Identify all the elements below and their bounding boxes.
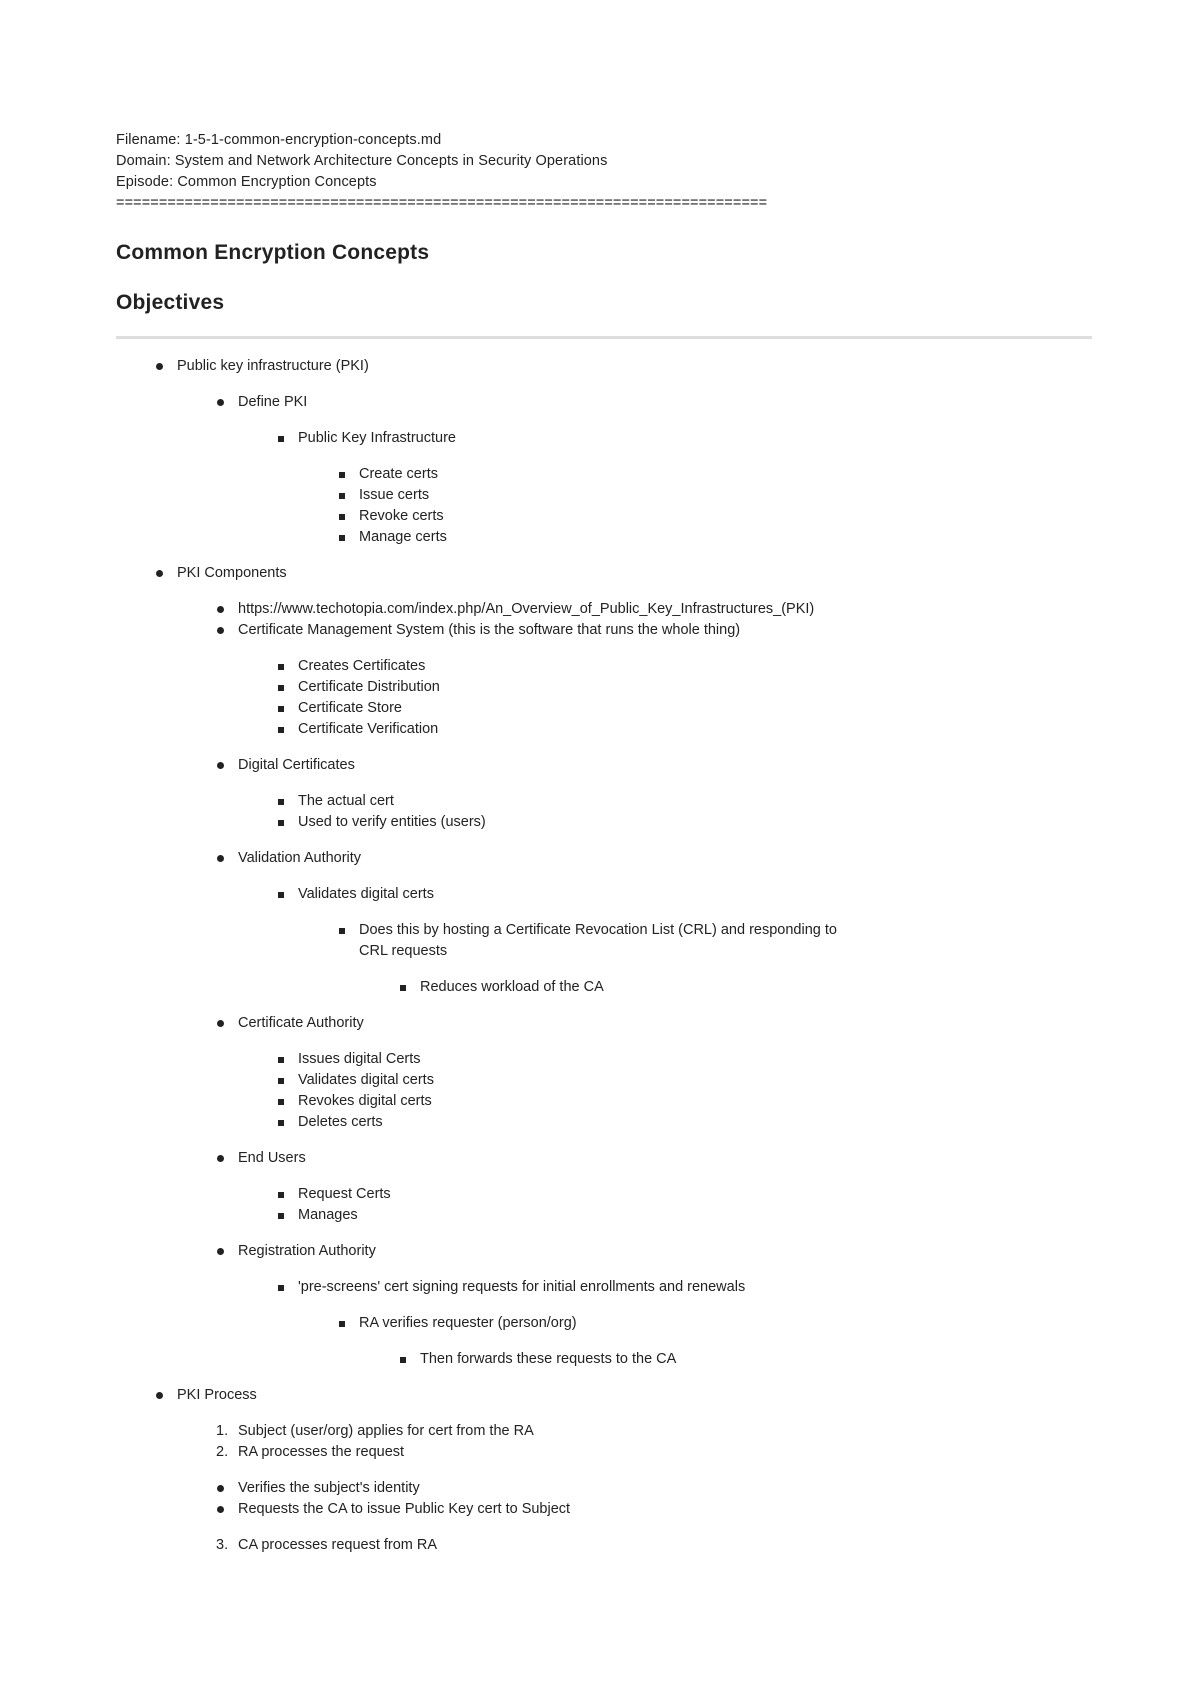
list-item: Validates digital certs: [298, 1070, 1092, 1091]
ra-detail-list: [298, 1313, 1092, 1370]
list-item: [298, 428, 1092, 548]
list-item: [238, 1241, 1092, 1370]
process-steps: [177, 1421, 1092, 1463]
list-item: Requests the CA to issue Public Key cert to Subject: [238, 1499, 1092, 1520]
end-users-sublist: [238, 1184, 1092, 1226]
list-item: [359, 920, 1092, 998]
process-label: PKI Process: [177, 1387, 257, 1403]
process-step: [216, 1442, 1092, 1463]
process-step: [216, 1535, 1092, 1556]
components-sublist: [177, 599, 1092, 1370]
list-item: [177, 356, 1092, 548]
list-item: Used to verify entities (users): [298, 812, 1092, 833]
list-item: Revokes digital certs: [298, 1091, 1092, 1112]
objectives-list: [116, 356, 1092, 1556]
va-detail-list: [298, 920, 1092, 998]
list-item: Manages: [298, 1205, 1092, 1226]
list-item: [238, 620, 1092, 740]
ra-subdetail-list: [359, 1349, 1092, 1370]
step-number: 1.: [216, 1423, 229, 1439]
va-subdetail-list: [359, 977, 1092, 998]
pki-label: Public key infrastructure (PKI): [177, 358, 369, 374]
list-item: [177, 1385, 1092, 1556]
file-header: [116, 130, 1092, 214]
list-item: Certificate Distribution: [298, 677, 1092, 698]
list-item: [238, 392, 1092, 548]
process-sub-bullets: [177, 1478, 1092, 1520]
list-item: [359, 1313, 1092, 1370]
end-users-label: End Users: [238, 1150, 306, 1166]
list-item: Then forwards these requests to the CA: [420, 1349, 1092, 1370]
ra-sublist: [238, 1277, 1092, 1370]
list-item: The actual cert: [298, 791, 1092, 812]
domain-line: Domain: System and Network Architecture Concepts in Security Operations: [116, 153, 608, 169]
ca-sublist: [238, 1049, 1092, 1133]
list-item: Certificate Store: [298, 698, 1092, 719]
process-step: [216, 1421, 1092, 1442]
list-item: [238, 1013, 1092, 1133]
list-item: [238, 755, 1092, 833]
step-number: 3.: [216, 1537, 229, 1553]
separator-line: ============================================================================: [116, 195, 768, 211]
list-item: Verifies the subject's identity: [238, 1478, 1092, 1499]
list-item: [238, 1148, 1092, 1226]
list-item: Creates Certificates: [298, 656, 1092, 677]
ca-label: Certificate Authority: [238, 1015, 364, 1031]
list-item: [298, 884, 1092, 998]
list-item: Reduces workload of the CA: [420, 977, 1092, 998]
cms-sublist: [238, 656, 1092, 740]
digital-certs-label: Digital Certificates: [238, 757, 355, 773]
list-item: Certificate Verification: [298, 719, 1092, 740]
ra-label: Registration Authority: [238, 1243, 376, 1259]
list-item: [298, 1277, 1092, 1370]
list-item: Issues digital Certs: [298, 1049, 1092, 1070]
step-number: 2.: [216, 1444, 229, 1460]
techotopia-link[interactable]: https://www.techotopia.com/index.php/An_Overview_of_Public_Key_Infrastructures_(PKI): [238, 601, 815, 617]
objectives-heading: Objectives: [116, 291, 225, 314]
define-sublist: [238, 428, 1092, 548]
define-pki: Define PKI: [238, 394, 308, 410]
va-detail: Does this by hosting a Certificate Revocation List (CRL) and responding to CRL requests: [359, 922, 837, 959]
va-label: Validation Authority: [238, 850, 362, 866]
va-item: Validates digital certs: [298, 886, 434, 902]
document-page: [116, 130, 1092, 1556]
va-sublist: [238, 884, 1092, 998]
list-item: Issue certs: [359, 485, 1092, 506]
step-text: CA processes request from RA: [238, 1537, 438, 1553]
step-text: RA processes the request: [238, 1444, 405, 1460]
ra-item: 'pre-screens' cert signing requests for initial enrollments and renewals: [298, 1279, 746, 1295]
list-item: Revoke certs: [359, 506, 1092, 527]
list-item: Deletes certs: [298, 1112, 1092, 1133]
filename-line: Filename: 1-5-1-common-encryption-concepts.md: [116, 132, 442, 148]
list-item: [177, 563, 1092, 1370]
process-steps-continued: [177, 1535, 1092, 1556]
cms-label: Certificate Management System (this is the software that runs the whole thing): [238, 622, 741, 638]
list-item: Manage certs: [359, 527, 1092, 548]
reference-link[interactable]: [238, 599, 1092, 620]
horizontal-rule: [116, 336, 1092, 339]
pki-sublist: [177, 392, 1092, 548]
list-item: [238, 848, 1092, 998]
pki-term: Public Key Infrastructure: [298, 430, 456, 446]
ra-detail: RA verifies requester (person/org): [359, 1315, 577, 1331]
components-label: PKI Components: [177, 565, 287, 581]
list-item: Request Certs: [298, 1184, 1092, 1205]
list-item: Create certs: [359, 464, 1092, 485]
pki-actions: [298, 464, 1092, 548]
step-text: Subject (user/org) applies for cert from the RA: [238, 1423, 534, 1439]
digital-certs-sublist: [238, 791, 1092, 833]
episode-line: Episode: Common Encryption Concepts: [116, 174, 377, 190]
page-title: Common Encryption Concepts: [116, 241, 430, 264]
